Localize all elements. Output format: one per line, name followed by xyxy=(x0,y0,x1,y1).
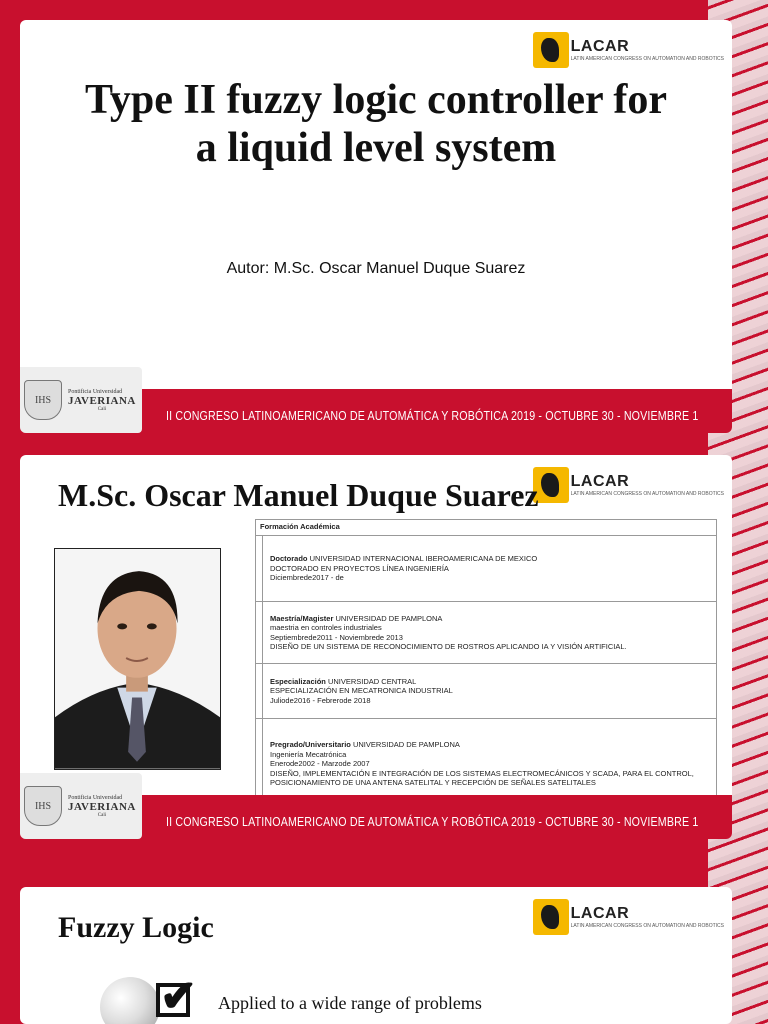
table-row-especializacion xyxy=(256,664,716,719)
university-logo xyxy=(20,367,142,433)
institution: UNIVERSIDAD CENTRAL xyxy=(327,676,417,686)
detail-line: Juliode2016 - Febrerode 2018 xyxy=(270,695,371,705)
detail-line: DISEÑO, IMPLEMENTACIÓN E INTEGRACIÓN DE LOS SISTEMAS ELECTROMECÁNICOS Y SCADA, PARA EL CONTROL, xyxy=(270,768,694,778)
institution: UNIVERSIDAD INTERNACIONAL IBEROAMERICANA DE MEXICO xyxy=(309,554,538,564)
slide-title xyxy=(20,20,732,433)
lacar-logo xyxy=(533,32,724,68)
degree-label: Especialización xyxy=(270,676,326,686)
congress-footer-text: II CONGRESO LATINOAMERICANO DE AUTOMÁTICA Y ROBÓTICA 2019 - OCTUBRE 30 - NOVIEMBRE 1 xyxy=(166,408,699,423)
section-title: Fuzzy Logic xyxy=(58,911,214,944)
lacar-map-icon xyxy=(533,899,569,935)
lacar-name: LACAR xyxy=(570,38,630,55)
detail-line: Enerode2002 - Marzode 2007 xyxy=(270,759,370,769)
table-row-maestria xyxy=(256,602,716,664)
detail-line: DOCTORADO EN PROYECTOS LÍNEA INGENIERÍA xyxy=(270,563,449,573)
lacar-logo xyxy=(533,467,724,503)
detail-line: Ingeniería Mecatrónica xyxy=(270,749,347,759)
university-top: Pontificia Universidad xyxy=(68,794,123,801)
university-crest-icon: IHS xyxy=(24,786,62,826)
institution: UNIVERSIDAD DE PAMPLONA xyxy=(335,613,443,623)
slide-author-profile xyxy=(20,455,732,839)
university-name: JAVERIANA xyxy=(68,394,136,407)
table-row-doctorado xyxy=(256,536,716,602)
detail-line: POSICIONAMIENTO DE UNA ANTENA SATELITAL Y RECEPCIÓN DE SEÑALES SATELITALES xyxy=(270,778,596,788)
presentation-title: Type II fuzzy logic controller for a liquid level system xyxy=(84,77,668,171)
check-icon: ✔ xyxy=(160,972,197,1021)
lacar-tagline: LATIN AMERICAN CONGRESS ON AUTOMATION AND ROBOTICS xyxy=(570,56,724,62)
university-city: Cali xyxy=(97,406,107,412)
lacar-tagline: LATIN AMERICAN CONGRESS ON AUTOMATION AND ROBOTICS xyxy=(570,491,724,497)
slide-footer xyxy=(20,795,732,839)
table-header: Formación Académica xyxy=(256,520,716,536)
university-top: Pontificia Universidad xyxy=(68,388,123,395)
congress-footer-text: II CONGRESO LATINOAMERICANO DE AUTOMÁTICA Y ROBÓTICA 2019 - OCTUBRE 30 - NOVIEMBRE 1 xyxy=(166,814,699,829)
portrait-illustration xyxy=(55,549,220,769)
detail-line: maestria en controles industriales xyxy=(270,623,382,632)
detail-line: ESPECIALIZACIÓN EN MECATRONICA INDUSTRIAL xyxy=(270,686,453,696)
slide-footer xyxy=(20,389,732,433)
lacar-tagline: LATIN AMERICAN CONGRESS ON AUTOMATION AND ROBOTICS xyxy=(570,923,724,929)
university-logo xyxy=(20,773,142,839)
institution: UNIVERSIDAD DE PAMPLONA xyxy=(352,740,460,750)
university-name: JAVERIANA xyxy=(68,800,136,813)
academic-table xyxy=(255,519,717,810)
lacar-map-icon xyxy=(533,32,569,68)
lacar-logo xyxy=(533,899,724,935)
university-city: Cali xyxy=(97,812,107,818)
degree-label: Pregrado/Universitario xyxy=(270,740,351,750)
degree-label: Doctorado xyxy=(270,554,308,564)
lacar-name: LACAR xyxy=(570,905,630,922)
detail-line: DISEÑO DE UN SISTEMA DE RECONOCIMIENTO DE ROSTROS APLICANDO IA Y VISIÓN ARTIFICIAL. xyxy=(270,642,627,651)
author-title: M.Sc. Oscar Manuel Duque Suarez xyxy=(58,477,539,513)
lacar-name: LACAR xyxy=(570,473,630,490)
detail-line: Septiembrede2011 - Noviembrede 2013 xyxy=(270,632,403,642)
university-crest-icon: IHS xyxy=(24,380,62,420)
bullet-text: Applied to a wide range of problems xyxy=(218,993,482,1013)
author-photo xyxy=(54,548,221,770)
degree-label: Maestría/Magister xyxy=(270,613,334,623)
slide-fuzzy-logic xyxy=(20,887,732,1024)
detail-line: Diciembrede2017 - de xyxy=(270,573,344,583)
author-line: Autor: M.Sc. Oscar Manuel Duque Suarez xyxy=(226,260,526,277)
sphere-bullet-icon xyxy=(100,977,160,1024)
